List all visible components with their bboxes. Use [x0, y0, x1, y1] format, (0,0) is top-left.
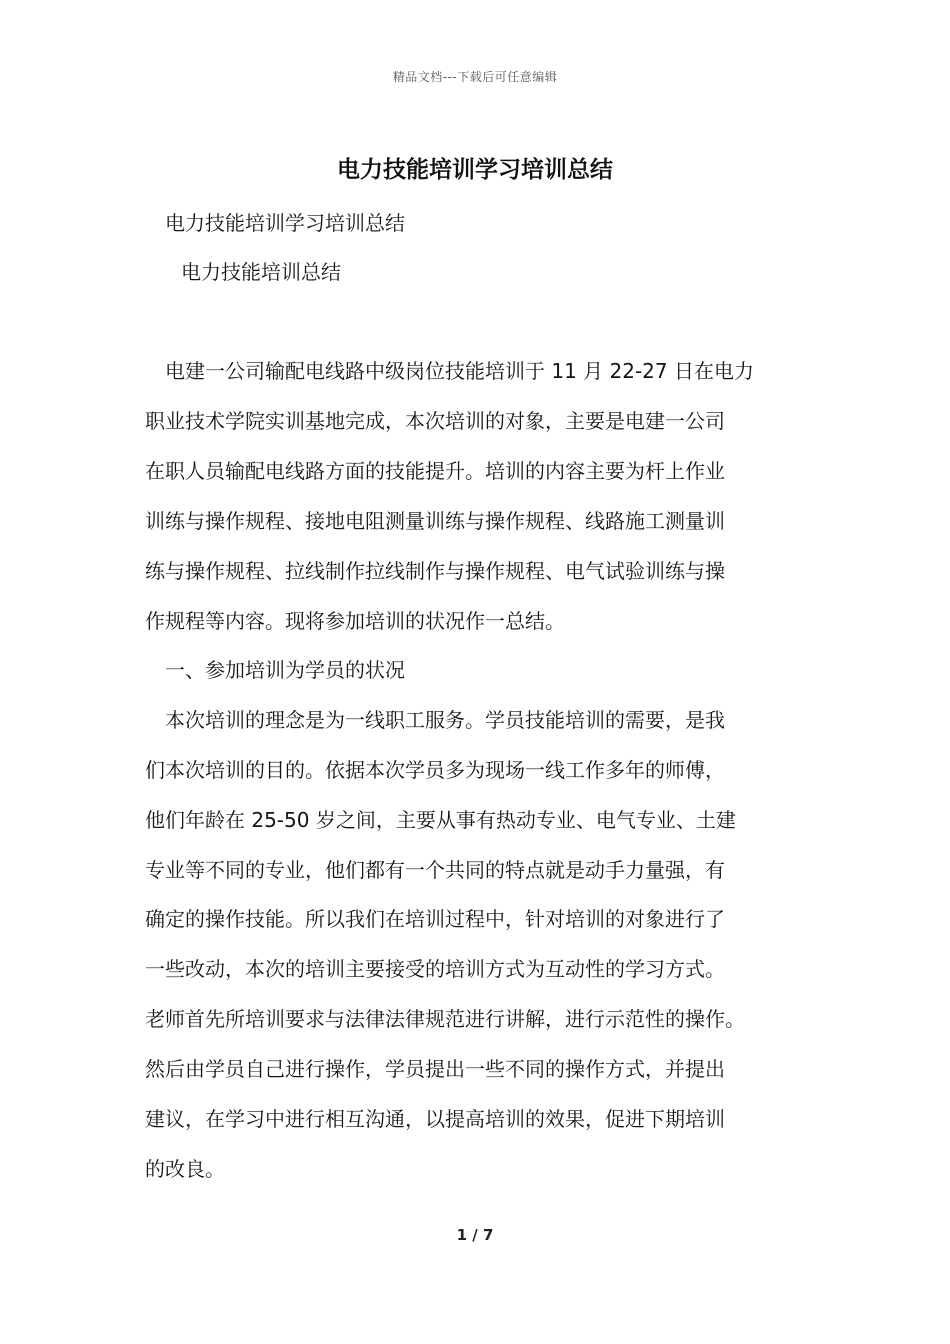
- paragraph-line: 然后由学员自己进行操作，学员提出一些不同的操作方式，并提出: [145, 1057, 725, 1081]
- paragraph-line: 确定的操作技能。所以我们在培训过程中，针对培训的对象进行了: [145, 907, 725, 931]
- paragraph-line: 作规程等内容。现将参加培训的状况作一总结。: [145, 609, 565, 633]
- paragraph-line: 职业技术学院实训基地完成，本次培训的对象，主要是电建一公司: [145, 409, 725, 433]
- page-number: 1 / 7: [456, 1226, 494, 1244]
- section-heading: 一、参加培训为学员的状况: [165, 658, 405, 682]
- paragraph-line: 专业等不同的专业，他们都有一个共同的特点就是动手力量强，有: [145, 858, 725, 882]
- paragraph-line: 一些改动，本次的培训主要接受的培训方式为互动性的学习方式。: [145, 957, 725, 981]
- paragraph-line: 练与操作规程、拉线制作拉线制作与操作规程、电气试验训练与操: [145, 559, 725, 583]
- paragraph-line: 训练与操作规程、接地电阻测量训练与操作规程、线路施工测量训: [145, 509, 725, 533]
- paragraph-line: 的改良。: [145, 1157, 225, 1181]
- document-subtitle: 电力技能培训学习培训总结: [165, 211, 405, 235]
- paragraph-line: 他们年龄在 25-50 岁之间，主要从事有热动专业、电气专业、土建: [145, 808, 736, 832]
- paragraph-line: 电建一公司输配电线路中级岗位技能培训于 11 月 22-27 日在电力: [165, 359, 754, 383]
- document-subheading: 电力技能培训总结: [181, 260, 341, 284]
- paragraph-line: 们本次培训的目的。依据本次学员多为现场一线工作多年的师傅，: [145, 758, 725, 782]
- paragraph-line: 老师首先所培训要求与法律法律规范进行讲解，进行示范性的操作。: [145, 1007, 745, 1031]
- document-title: 电力技能培训学习培训总结: [337, 156, 613, 183]
- paragraph-line: 建议，在学习中进行相互沟通，以提高培训的效果，促进下期培训: [145, 1107, 725, 1131]
- paragraph-line: 本次培训的理念是为一线职工服务。学员技能培训的需要，是我: [165, 708, 725, 732]
- paragraph-line: 在职人员输配电线路方面的技能提升。培训的内容主要为杆上作业: [145, 459, 725, 483]
- header-note: 精品文档---下载后可任意编辑: [392, 70, 558, 84]
